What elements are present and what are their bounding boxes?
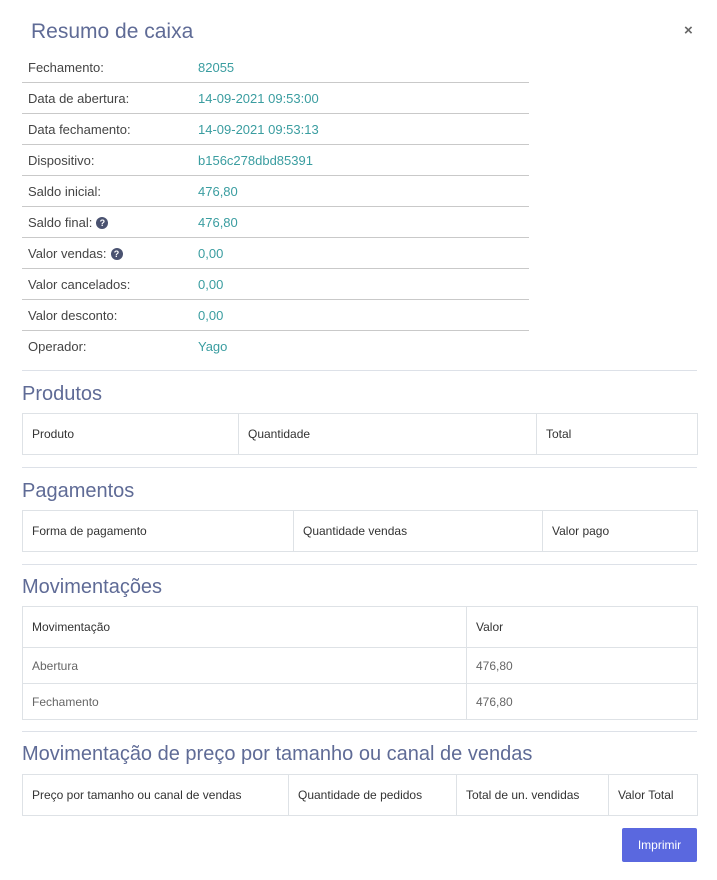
summary-row-dispositivo <box>22 145 529 176</box>
summary-label: Data de abertura: <box>28 91 130 106</box>
summary-label: Dispositivo: <box>28 153 95 168</box>
table-header-row <box>23 414 698 455</box>
summary-value: 14-09-2021 09:53:13 <box>198 122 319 137</box>
table-cell: Abertura <box>23 648 467 684</box>
column-header[interactable]: Quantidade de pedidos <box>289 775 457 816</box>
column-header[interactable]: Preço por tamanho ou canal de vendas <box>23 775 289 816</box>
summary-row-valor-desconto <box>22 300 529 331</box>
column-header[interactable]: Valor pago <box>543 511 698 552</box>
summary-value: 476,80 <box>198 184 238 199</box>
summary-label: Valor desconto: <box>28 308 118 323</box>
produtos-table <box>22 413 698 455</box>
summary-label: Valor vendas: <box>28 246 107 261</box>
summary-label: Operador: <box>28 339 87 354</box>
table-cell: 476,80 <box>467 684 698 720</box>
summary-row-saldo-final <box>22 207 529 238</box>
summary-value: 82055 <box>198 60 235 75</box>
summary-row-operador <box>22 331 529 361</box>
column-header[interactable]: Quantidade <box>239 414 537 455</box>
pagamentos-table <box>22 510 698 552</box>
column-header[interactable]: Quantidade vendas <box>294 511 543 552</box>
print-button[interactable]: Imprimir <box>622 828 697 862</box>
summary-value: b156c278dbd85391 <box>198 153 313 168</box>
section-title-pagamentos: Pagamentos <box>22 480 135 502</box>
column-header[interactable]: Valor Total <box>609 775 698 816</box>
summary-row-valor-cancelados <box>22 269 529 300</box>
column-header[interactable]: Total de un. vendidas <box>457 775 609 816</box>
table-cell: Fechamento <box>23 684 467 720</box>
question-circle-icon[interactable]: ? <box>111 248 123 260</box>
column-header[interactable]: Movimentação <box>23 607 467 648</box>
summary-value: 0,00 <box>198 246 224 261</box>
section-title-movimentacoes: Movimentações <box>22 576 163 598</box>
summary-label: Valor cancelados: <box>28 277 131 292</box>
divider <box>22 467 697 468</box>
summary-list <box>22 52 529 361</box>
summary-label-wrap <box>28 215 108 230</box>
summary-label: Saldo inicial: <box>28 184 101 199</box>
question-circle-icon[interactable]: ? <box>96 217 108 229</box>
close-icon[interactable]: × <box>684 22 693 39</box>
column-header[interactable]: Produto <box>23 414 239 455</box>
column-header[interactable]: Valor <box>467 607 698 648</box>
movimentacoes-table <box>22 606 698 720</box>
preco-tamanho-table <box>22 774 698 816</box>
modal-title: Resumo de caixa <box>31 20 194 43</box>
column-header[interactable]: Total <box>537 414 698 455</box>
table-header-row <box>23 607 698 648</box>
summary-row-valor-vendas <box>22 238 529 269</box>
summary-row-data-fechamento <box>22 114 529 145</box>
table-row <box>23 684 698 720</box>
divider <box>22 731 697 732</box>
section-title-produtos: Produtos <box>22 383 103 405</box>
summary-label: Fechamento: <box>28 60 104 75</box>
summary-label: Saldo final: <box>28 215 93 230</box>
summary-value: 14-09-2021 09:53:00 <box>198 91 319 106</box>
summary-row-saldo-inicial <box>22 176 529 207</box>
column-header[interactable]: Forma de pagamento <box>23 511 294 552</box>
summary-value: Yago <box>198 339 228 354</box>
summary-label: Data fechamento: <box>28 122 131 137</box>
divider <box>22 370 697 371</box>
summary-value: 0,00 <box>198 277 224 292</box>
summary-row-fechamento <box>22 52 529 83</box>
summary-value: 0,00 <box>198 308 224 323</box>
summary-row-data-abertura <box>22 83 529 114</box>
table-header-row <box>23 775 698 816</box>
table-header-row <box>23 511 698 552</box>
summary-label-wrap <box>28 246 123 261</box>
table-cell: 476,80 <box>467 648 698 684</box>
summary-value: 476,80 <box>198 215 238 230</box>
section-title-preco-tamanho: Movimentação de preço por tamanho ou canal de vendas <box>22 743 533 765</box>
table-row <box>23 648 698 684</box>
divider <box>22 564 697 565</box>
